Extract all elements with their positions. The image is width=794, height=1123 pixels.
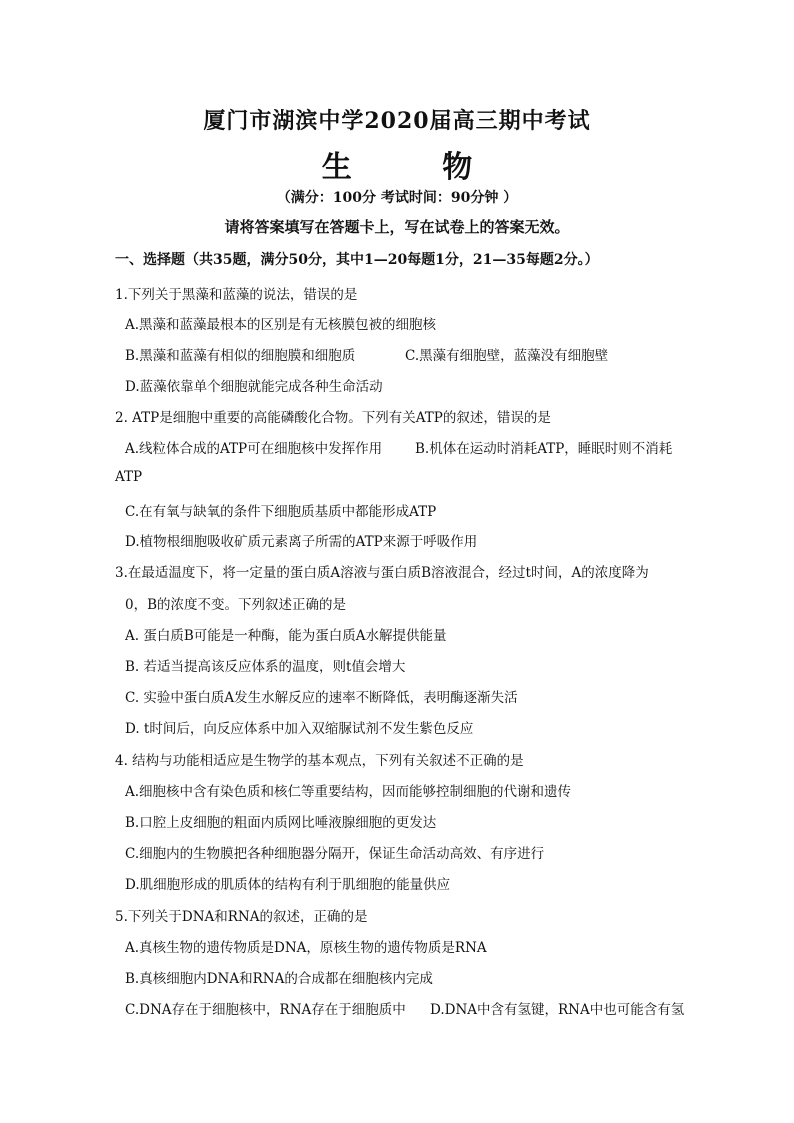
question-1-option-c: C.黑藻有细胞壁，蓝藻没有细胞壁 — [405, 348, 609, 364]
question-2-stem: 2. ATP是细胞中重要的高能磷酸化合物。下列有关ATP的叙述，错误的是 — [115, 410, 551, 426]
exam-meta: （满分：100分 考试时间：90分钟 ） — [276, 190, 518, 206]
question-3-option-b: B. 若适当提高该反应体系的温度，则t值会增大 — [125, 659, 406, 675]
question-4-option-c: C.细胞内的生物膜把各种细胞器分隔开，保证生命活动高效、有序进行 — [125, 846, 545, 862]
question-1-option-b: B.黑藻和蓝藻有相似的细胞膜和细胞质 — [125, 348, 356, 364]
question-1-option-d: D.蓝藻依靠单个细胞就能完成各种生命活动 — [125, 379, 383, 395]
subject-title: 生 物 — [321, 150, 513, 185]
question-4-option-b: B.口腔上皮细胞的粗面内质网比唾液腺细胞的更发达 — [125, 815, 437, 831]
question-2-option-a: A.线粒体合成的ATP可在细胞核中发挥作用 — [125, 441, 383, 457]
question-5-option-c: C.DNA存在于细胞核中，RNA存在于细胞质中 — [125, 1002, 406, 1018]
exam-title: 厦门市湖滨中学2020届高三期中考试 — [203, 108, 591, 134]
question-3-option-d: D. t时间后，向反应体系中加入双缩脲试剂不发生紫色反应 — [125, 721, 474, 737]
question-2-option-b: B.机体在运动时消耗ATP，睡眠时则不消耗 — [415, 441, 673, 457]
answer-notice: 请将答案填写在答题卡上，写在试卷上的答案无效。 — [224, 218, 570, 236]
question-4-option-d: D.肌细胞形成的肌质体的结构有利于肌细胞的能量供应 — [125, 877, 451, 893]
question-3-option-a: A. 蛋白质B可能是一种酶，能为蛋白质A水解提供能量 — [125, 628, 447, 644]
question-5-option-d: D.DNA中含有氢键，RNA中也可能含有氢 — [430, 1002, 685, 1018]
question-2-option-d: D.植物根细胞吸收矿质元素离子所需的ATP来源于呼吸作用 — [125, 534, 478, 550]
question-5-option-a: A.真核生物的遗传物质是DNA，原核生物的遗传物质是RNA — [125, 940, 487, 956]
question-5-stem: 5.下列关于DNA和RNA的叙述，正确的是 — [115, 909, 368, 925]
question-4-stem: 4. 结构与功能相适应是生物学的基本观点，下列有关叙述不正确的是 — [115, 753, 524, 769]
section-heading: 一、选择题（共35题，满分50分，其中1—20每题1分，21—35每题2分。） — [115, 252, 599, 268]
question-3-option-c: C. 实验中蛋白质A发生水解反应的速率不断降低，表明酶逐渐失活 — [125, 690, 518, 706]
question-2-option-b-cont: ATP — [115, 469, 143, 485]
question-3-stem-cont: 0，B的浓度不变。下列叙述正确的是 — [125, 597, 347, 613]
question-2-option-c: C.在有氧与缺氧的条件下细胞质基质中都能形成ATP — [125, 504, 437, 520]
question-4-option-a: A.细胞核中含有染色质和核仁等重要结构，因而能够控制细胞的代谢和遗传 — [125, 784, 572, 800]
question-5-option-b: B.真核细胞内DNA和RNA的合成都在细胞核内完成 — [125, 971, 433, 987]
question-1-stem: 1.下列关于黑藻和蓝藻的说法，错误的是 — [115, 287, 358, 303]
question-3-stem: 3.在最适温度下，将一定量的蛋白质A溶液与蛋白质B溶液混合，经过t时间，A的浓度降为 — [115, 565, 649, 581]
question-1-option-a: A.黑藻和蓝藻最根本的区别是有无核膜包被的细胞核 — [125, 317, 437, 333]
